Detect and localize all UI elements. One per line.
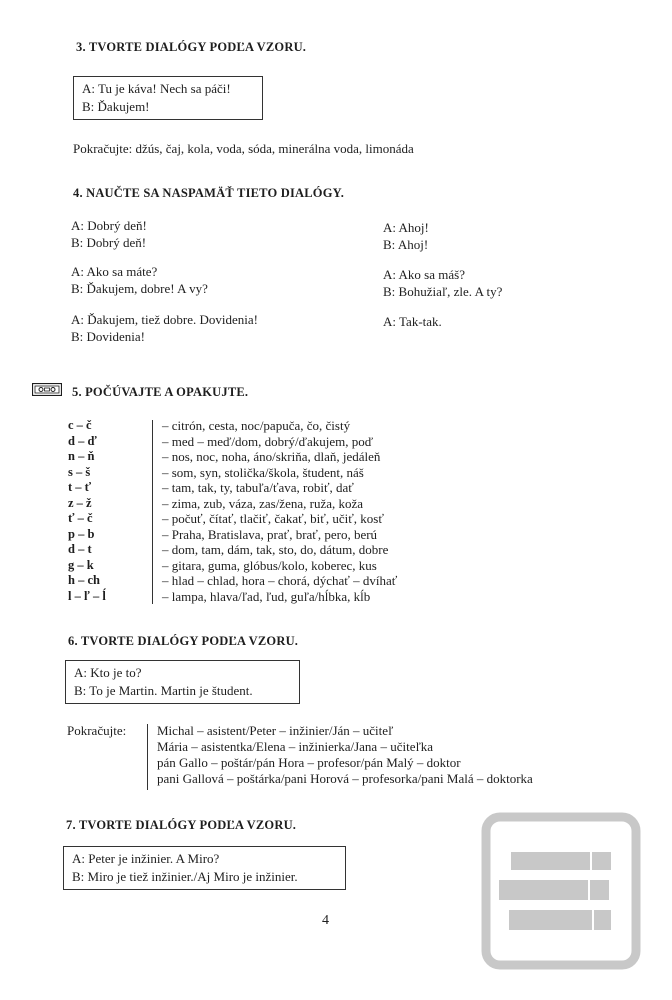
list-item: pán Gallo – poštár/pán Hora – profesor/pán Malý – doktor: [157, 755, 461, 770]
dialog-line: B: Ďakujem, dobre! A vy?: [71, 280, 208, 296]
example-words: – som, syn, stolička/škola, študent, náš: [162, 464, 364, 480]
example-words: – počuť, čítať, tlačiť, čakať, biť, učiť, kosť: [162, 511, 384, 526]
letter-pair: h – ch: [68, 573, 100, 587]
letter-pair: z – ž: [68, 495, 92, 510]
ex5-heading: 5. POČÚVAJTE A OPAKUJTE.: [72, 385, 249, 399]
ex3-example-box: [73, 76, 263, 120]
ex4-right-dialog-3: [383, 314, 442, 331]
ex3-box-line-a: A: Tu je káva! Nech sa páči!: [82, 81, 231, 96]
ex4-right-dialog-1: [383, 220, 429, 253]
ex3-box-line-b: B: Ďakujem!: [82, 99, 150, 114]
ex4-left-dialog-2: [71, 264, 208, 297]
dialog-line: B: Bohužiaľ, zle. A ty?: [383, 283, 503, 299]
ex4-right-dialog-2: [383, 267, 502, 300]
example-words: – tam, tak, ty, tabuľa/ťava, robiť, dať: [162, 480, 354, 495]
example-words: – nos, noc, noha, áno/skriňa, dlaň, jedáleň: [162, 449, 381, 464]
example-words: – gitara, guma, glóbus/kolo, koberec, kus: [162, 557, 377, 573]
ex6-divider: [147, 724, 148, 790]
dialog-line: A: Ako sa máte?: [71, 264, 158, 279]
ex7-box-line-b: B: Miro je tiež inžinier./Aj Miro je inžinier.: [72, 869, 298, 884]
dialog-line: B: Dovidenia!: [71, 328, 146, 344]
letter-pair: d – ď: [68, 433, 97, 448]
example-words: – hlad – chlad, hora – chorá, dýchať – dvíhať: [162, 573, 398, 588]
dialog-line: B: Ahoj!: [383, 236, 429, 252]
letter-pair: n – ň: [68, 449, 95, 463]
letter-pair: c – č: [68, 418, 92, 432]
ex6-continue-list: [157, 723, 533, 787]
ex4-left-dialog-1: [71, 218, 147, 251]
list-item: pani Gallová – poštárka/pani Horová – profesorka/pani Malá – doktorka: [157, 771, 533, 786]
ex6-box-line-b: B: To je Martin. Martin je študent.: [74, 683, 253, 698]
ex4-heading: 4. NAUČTE SA NASPAMÄŤ TIETO DIALÓGY.: [73, 186, 345, 200]
dialog-line: B: Dobrý deň!: [71, 234, 147, 250]
dialog-line: A: Ako sa máš?: [383, 267, 465, 282]
ex5-divider: [152, 420, 153, 604]
list-item: Mária – asistentka/Elena – inžinierka/Jana – učiteľka: [157, 739, 434, 754]
ex6-box-line-a: A: Kto je to?: [74, 665, 142, 680]
letter-pair: p – b: [68, 526, 95, 541]
ex5-pronunciation-table: [68, 418, 628, 608]
cassette-icon: [32, 383, 62, 396]
page-number: 4: [322, 913, 329, 928]
dialog-line: A: Ahoj!: [383, 220, 429, 235]
list-item: Michal – asistent/Peter – inžinier/Ján – učiteľ: [157, 723, 394, 738]
ex3-continue: Pokračujte: džús, čaj, kola, voda, sóda, minerálna voda, limonáda: [73, 141, 414, 156]
letter-pair: t – ť: [68, 480, 92, 494]
ex3-heading: 3. TVORTE DIALÓGY PODĽA VZORU.: [76, 40, 307, 54]
example-words: – citrón, cesta, noc/papuča, čo, čistý: [162, 418, 351, 433]
example-words: – dom, tam, dám, tak, sto, do, dátum, dobre: [162, 542, 389, 557]
ex7-heading: 7. TVORTE DIALÓGY PODĽA VZORU.: [66, 818, 297, 832]
ex6-continue-label: Pokračujte:: [67, 723, 127, 738]
example-words: – med – meď/dom, dobrý/ďakujem, poď: [162, 433, 374, 449]
ex6-heading: 6. TVORTE DIALÓGY PODĽA VZORU.: [68, 634, 299, 648]
letter-pair: g – k: [68, 557, 94, 572]
ex7-example-box: [63, 846, 346, 890]
example-words: – zima, zub, váza, zas/žena, ruža, koža: [162, 495, 364, 511]
example-words: – Praha, Bratislava, prať, brať, pero, berú: [162, 526, 378, 542]
ex4-left-dialog-3: [71, 312, 258, 345]
letter-pair: s – š: [68, 464, 91, 479]
letter-pair: ť – č: [68, 511, 93, 525]
dialog-line: A: Tak-tak.: [383, 314, 442, 329]
example-words: – lampa, hlava/ľad, ľud, guľa/hĺbka, kĺb: [162, 588, 371, 604]
letter-pair: d – t: [68, 542, 92, 556]
ex7-box-line-a: A: Peter je inžinier. A Miro?: [72, 851, 220, 866]
ex6-example-box: [65, 660, 300, 704]
dialog-line: A: Dobrý deň!: [71, 218, 147, 233]
dialog-line: A: Ďakujem, tiež dobre. Dovidenia!: [71, 312, 258, 327]
letter-pair: l – ľ – ĺ: [68, 588, 106, 603]
book-stack-icon: [481, 812, 641, 970]
